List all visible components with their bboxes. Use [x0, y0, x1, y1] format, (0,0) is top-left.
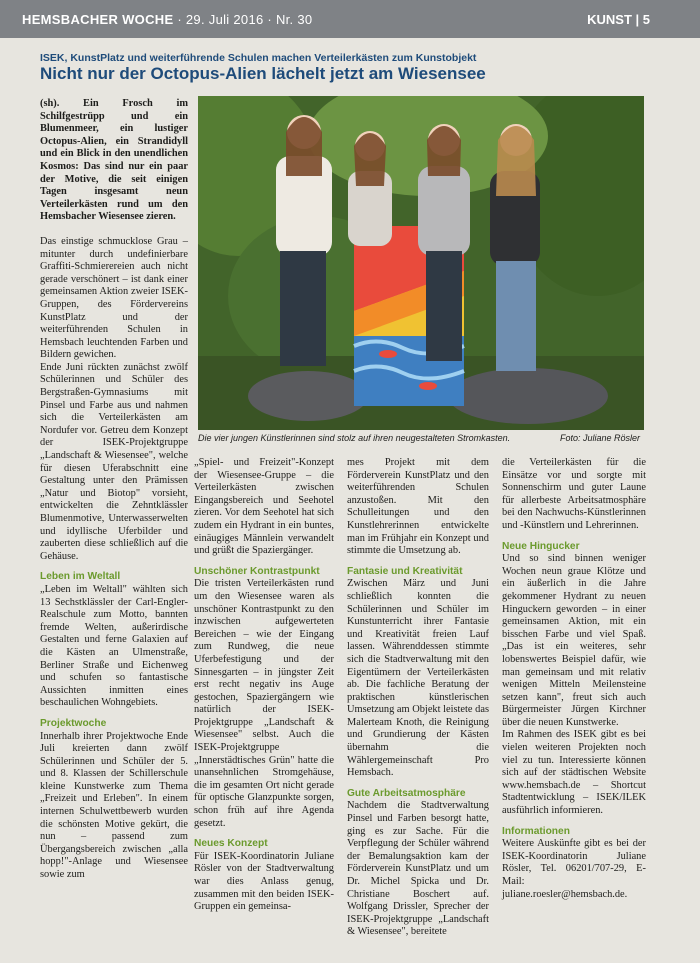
- photo-caption-row: [198, 433, 644, 443]
- paragraph: „Leben im Weltall" wählten sich 13 Sechstklässler der Carl-Engler-Realschule zum Motto, bannten fremde Welten, außerirdische Gestalten und ferne Galaxien auf die Kästen an Ulmenstraße, Berliner Straße und Eichenweg und schufen so fantastische Aussichten inmitten eines beschaulichen Wohngebiets.: [40, 583, 188, 709]
- paragraph: mes Projekt mit dem Förderverein KunstPlatz und den weiterführenden Schulen anzustoßen. Mit den Schulleitungen und den Kunstlehrerinnen entwickelte man im Frühjahr ein Konzept und stimmte die Umsetzung ab.: [347, 457, 489, 557]
- article-photo: [198, 96, 644, 430]
- paragraph: Die tristen Verteilerkästen rund um den Wiesensee waren als unschöner Kontrastpunkt zu den inzwischen aufgewerteten Bereichen – wie der Eingang zum Rundweg, die neue Uferbefestigung und der Sinnesgarten – in jüngster Zeit erst recht negativ ins Auge gestochen, Spaziergängern wie natürlich der ISEK-Projektgruppe „Landschaft & Wiesensee" selbst. Auch die ISEK-Projektgruppe „Innerstädtisches Grün" hatte die unansehnlichen Stromgehäuse, die im gesamten Ort nicht gerade für optische Glanzpunkte sorgen, schon früh auf ihre Agenda gesetzt.: [194, 578, 334, 829]
- article-lead: (sh). Ein Frosch im Schilfgestrüpp und ein Blumenmeer, ein lustiger Octopus-Alien, ein Strandidyll und ein Blick in den unendlichen Kosmos: Das sind nur ein paar der Motive, die seit einigen Tagen insgesamt neun Verteilerkästen rund um den Hemsbacher Wiesensee zieren.: [40, 98, 188, 223]
- paragraph: Nachdem die Stadtverwaltung Pinsel und Farben besorgt hatte, ging es zur Sache. Für die Verpflegung der Schüler während der Bemalungsaktion kam der Förderverein KunstPlatz und um Dr. Michel Spicka und Dr. Christiane Boschert auf. Wolfgang Drissler, Sprecher der ISEK-Projektgruppe „Landschaft & Wiesensee", bereitete: [347, 800, 489, 938]
- subheading: Unschöner Kontrastpunkt: [194, 565, 320, 577]
- paragraph: Innerhalb ihrer Projektwoche Ende Juli kreierten dann zwölf Schülerinnen und Schüler der 5. und 8. Klassen der Schillerschule kleine Kunstwerke zum Thema „Freizeit und Erleben". In einem internen Schulwettbewerb wurden die schönsten Motive gekürt, die nun – passend zum Übergangsbereich zwischen „alla hopp!"-Anlage und Wiesensee sowie zum: [40, 730, 188, 881]
- subheading: Leben im Weltall: [40, 571, 121, 583]
- column-4: [502, 457, 646, 901]
- photo-illustration: [198, 96, 644, 430]
- page-number: | 5: [635, 12, 650, 27]
- photo-credit: Foto: Juliane Rösler: [559, 433, 640, 443]
- paragraph: „Spiel- und Freizeit"-Konzept der Wiesensee-Gruppe – die Verteilerkästen zwischen Eingangsbereich und Seehotel zieren. Vor dem Seehotel hat sich zudem ein Hydrant in ein buntes, einäugiges Männlein verwandelt und grüßt die Spaziergänger.: [194, 457, 334, 557]
- column-2: [194, 457, 334, 914]
- paragraph: Weitere Auskünfte gibt es bei der ISEK-Koordinatorin Juliane Rösler, Tel. 06201/707-29, E-Mail: juliane.roesler@hemsbach.de.: [502, 838, 646, 900]
- paragraph: Im Rahmen des ISEK gibt es bei vielen weiteren Projekten noch viel zu tun. Interessierte können sich auf der städtischen Website www.hemsbach.de – Shortcut Stadtentwicklung – ISEK/ILEK ausführlich informieren.: [502, 729, 646, 817]
- issue-info: · 29. Juli 2016 · Nr. 30: [177, 12, 313, 27]
- paragraph: die Verteilerkästen für die Einsätze vor und sorgte mit Sonnenschirm und guter Laune für allerbeste Arbeitsatmosphäre bei den Nachwuchs-Künstlerinnen und -Künstlern und Lehrerinnen.: [502, 457, 646, 531]
- paragraph: Für ISEK-Koordinatorin Juliane Rösler von der Stadtverwaltung war dies Anlass genug, zusammen mit den beiden ISEK-Gruppen ein gemeinsa-: [194, 850, 334, 913]
- article-kicker: ISEK, KunstPlatz und weiterführende Schulen machen Verteilerkästen zum Kunstobjekt: [40, 52, 477, 64]
- page-header: [0, 0, 700, 38]
- paragraph: Ende Juni rückten zunächst zwölf Schülerinnen und Schüler des Bergstraßen-Gymnasiums mit Pinsel und Farbe aus und nahmen sich die Verteilerkästen am Nordufer vor. Getreu dem Konzept der ISEK-Projektgruppe „Landschaft & Wiesensee", welche für diesen Uferabschnitt eine Gestaltung unter den Prämissen „Natur und Biotop" vorsieht, entwickelten die Zehntklässler Blumenmotive, Unterwasserwelten und idyllische Uferbilder und zauberten diese schließlich auf die Gehäuse.: [40, 361, 188, 562]
- column-1: [40, 98, 188, 882]
- article-headline: Nicht nur der Octopus-Alien lächelt jetzt am Wiesensee: [40, 64, 486, 83]
- paragraph: Das einstige schmucklose Grau – mitunter durch undefinierbare Graffiti-Schmierereien auch nicht gerade verschönert – ist dank einer gemeinsamen Aktion zweier ISEK-Gruppen, des Fördervereins KunstPlatz und der weiterführenden Schulen in Hemsbach leuchtenden Farben und Bildern gewichen.: [40, 235, 188, 361]
- publication-name: HEMSBACHER WOCHE: [22, 12, 174, 27]
- subheading: Fantasie und Kreativität: [347, 565, 463, 577]
- paragraph: Und so sind binnen weniger Wochen neun graue Klötze und ein äußerlich in die Jahre gekommener Hydrant zu neuen Hinguckern geworden – in einer gemeinsamen Aktion, mit ein bisschen Farbe und viel Spaß. „Das ist ein weiteres, sehr lobenswertes Beispiel dafür, wie man gemeinsam und mit relativ wenigen Mitteln Meilensteine setzen kann", freut sich auch Bürgermeister Jürgen Kirchner über die neuen Kunstwerke.: [502, 553, 646, 728]
- subheading: Projektwoche: [40, 717, 107, 729]
- photo-caption: Die vier jungen Künstlerinnen sind stolz auf ihren neugestalteten Stromkasten.: [198, 433, 511, 443]
- subheading: Informationen: [502, 825, 570, 837]
- paragraph: Zwischen März und Juni schließlich konnten die Schülerinnen und Schüler im Kunstunterricht ihrer Fantasie und Kreativität freien Lauf lassen. Währenddessen stimmte sich die Stadtverwaltung mit den Eigentümern der Verteilerkästen ab. Die fachliche Beratung der praktischen künstlerischen Umsetzung am Objekt leistete das Malerteam Knoth, die Reinigung und Grundierung der Kästen übernahm die Wählergemeinschaft Pro Hemsbach.: [347, 578, 489, 779]
- subheading: Neue Hingucker: [502, 540, 580, 552]
- subheading: Neues Konzept: [194, 838, 268, 850]
- subheading: Gute Arbeitsatmosphäre: [347, 787, 466, 799]
- section-name: KUNST: [587, 12, 632, 27]
- column-3: [347, 457, 489, 939]
